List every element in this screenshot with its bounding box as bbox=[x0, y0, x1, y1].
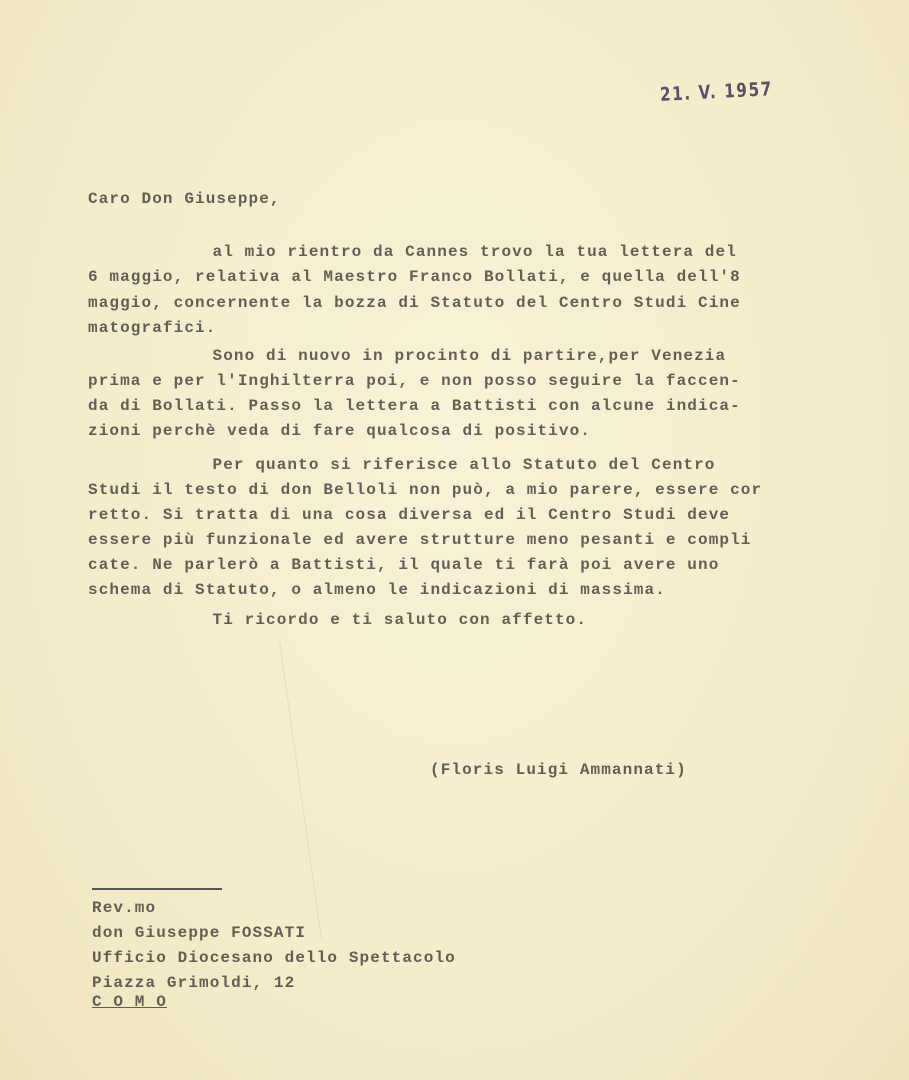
body-line: maggio, concernente la bozza di Statuto del Centro Studi Cine bbox=[88, 294, 741, 312]
address-line: Rev.mo bbox=[92, 899, 157, 917]
body-line: Per quanto si riferisce allo Statuto del Centro bbox=[52, 456, 716, 474]
body-line: Studi il testo di don Belloli non può, a mio parere, essere cor bbox=[88, 481, 763, 499]
address-line: Ufficio Diocesano dello Spettacolo bbox=[92, 949, 456, 967]
address-line: Piazza Grimoldi, 12 bbox=[92, 974, 296, 992]
date-stamp: 21. V. 1957 bbox=[659, 78, 774, 106]
body-line: essere più funzionale ed avere strutture meno pesanti e compli bbox=[88, 531, 752, 549]
address-line: don Giuseppe FOSSATI bbox=[92, 924, 307, 942]
address-city: C O M O bbox=[92, 993, 167, 1011]
body-line: matografici. bbox=[88, 319, 217, 337]
body-line: Ti ricordo e ti saluto con affetto. bbox=[52, 611, 588, 629]
divider bbox=[92, 888, 222, 890]
body-line: da di Bollati. Passo la lettera a Battisti con alcune indica- bbox=[88, 397, 741, 415]
body-line: prima e per l'Inghilterra poi, e non posso seguire la faccen- bbox=[88, 372, 741, 390]
body-line: zioni perchè veda di fare qualcosa di positivo. bbox=[88, 422, 591, 440]
signature: (Floris Luigi Ammannati) bbox=[430, 761, 687, 779]
body-line: schema di Statuto, o almeno le indicazioni di massima. bbox=[88, 581, 666, 599]
body-line: cate. Ne parlerò a Battisti, il quale ti farà poi avere uno bbox=[88, 556, 720, 574]
body-line: Sono di nuovo in procinto di partire,per Venezia bbox=[52, 347, 727, 365]
body-line: al mio rientro da Cannes trovo la tua lettera del bbox=[52, 243, 737, 261]
body-line: retto. Si tratta di una cosa diversa ed il Centro Studi deve bbox=[88, 506, 731, 524]
body-line: 6 maggio, relativa al Maestro Franco Bollati, e quella dell'8 bbox=[88, 268, 741, 286]
salutation: Caro Don Giuseppe, bbox=[88, 190, 281, 208]
